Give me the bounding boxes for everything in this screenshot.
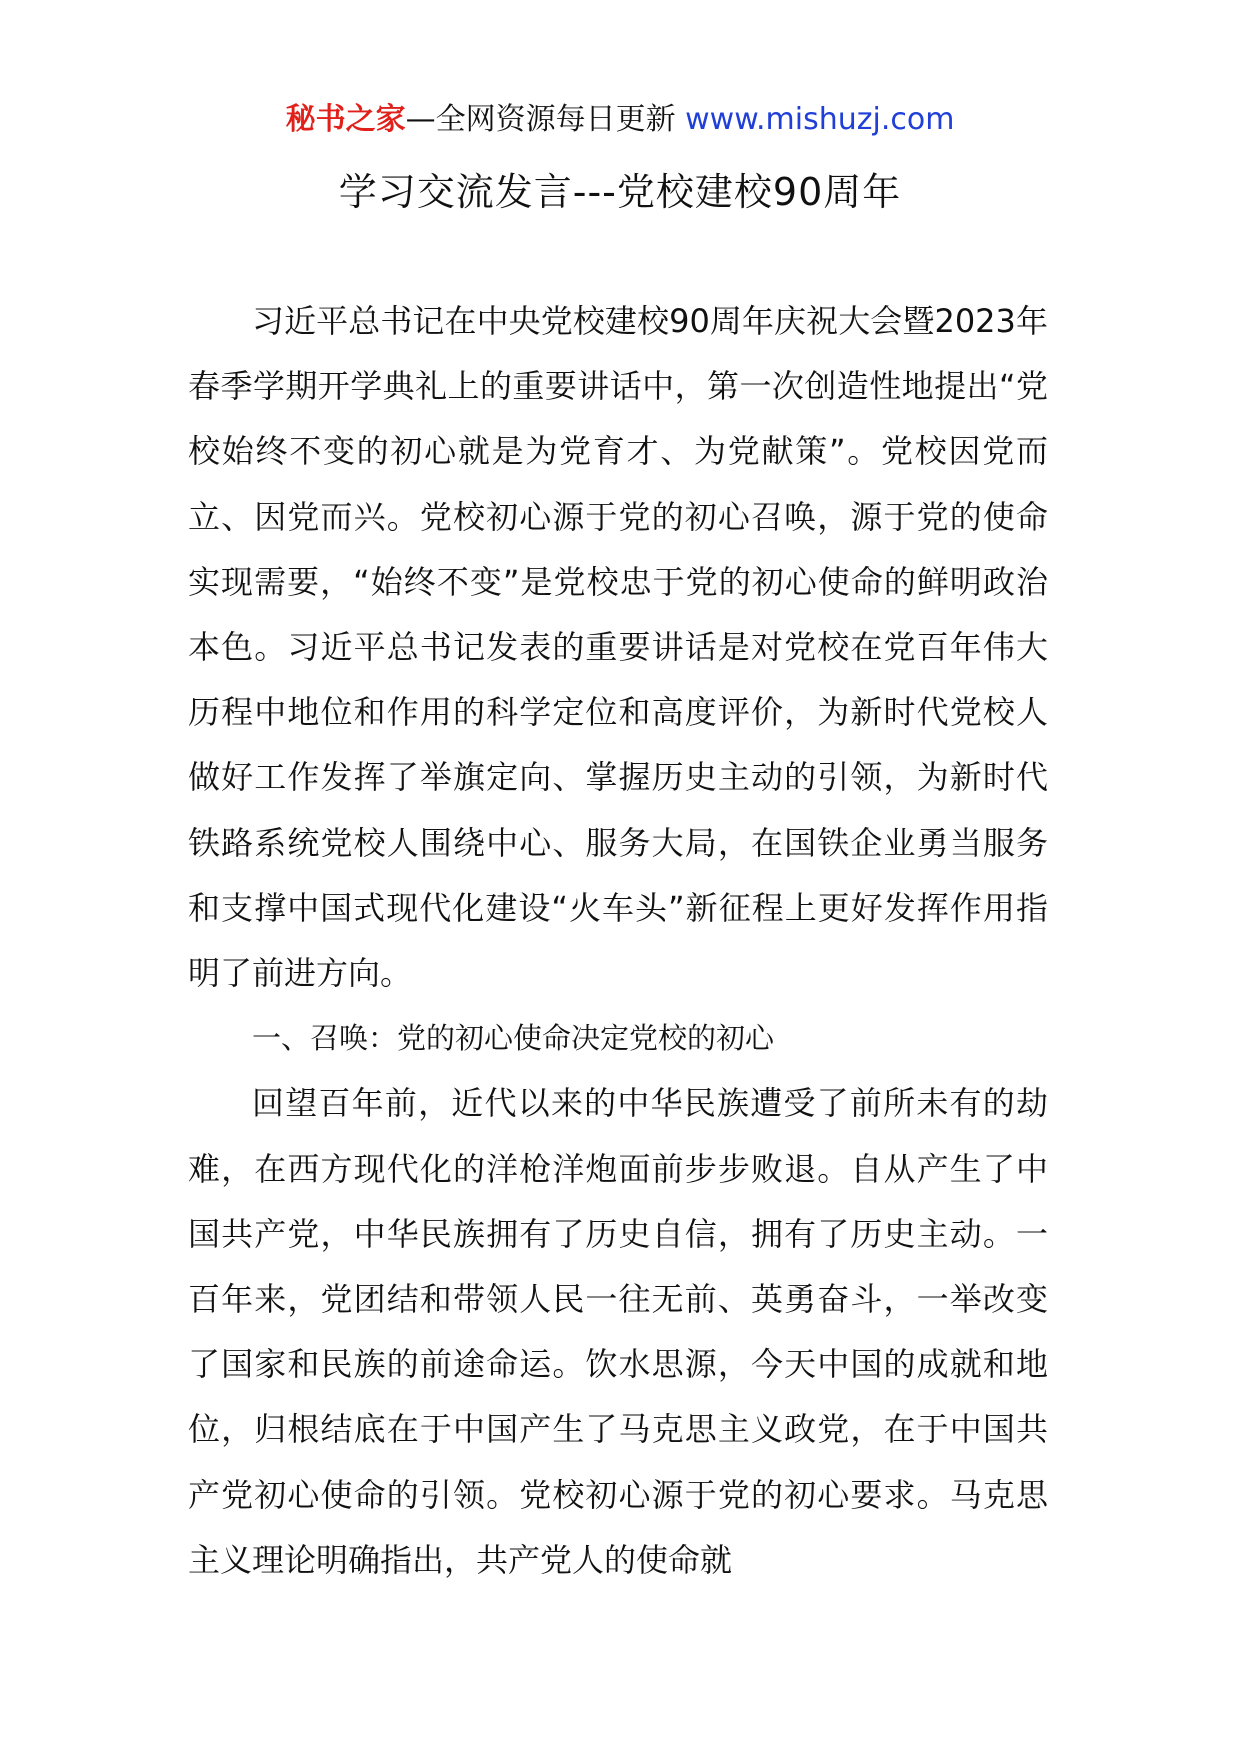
section-heading: 一、召唤：党的初心使命决定党校的初心 — [252, 1021, 775, 1056]
site-url-link[interactable]: www.mishuzj.com — [685, 102, 955, 137]
document-body — [188, 289, 1048, 1593]
header-tagline: —全网资源每日更新 — [405, 102, 676, 137]
brand-name: 秘书之家 — [285, 102, 406, 137]
document-title: 学习交流发言---党校建校90周年 — [338, 170, 902, 214]
body-paragraph: 习近平总书记在中央党校建校90周年庆祝大会暨2023年春季学期开学典礼上的重要讲话中，第一次创造性地提出“党校始终不变的初心就是为党育才、为党献策”。党校因党而立、因党而兴。党校初心源于党的初心召唤，源于党的使命实现需要，“始终不变”是党校忠于党的初心使命的鲜明政治本色。习近平总书记发表的重要讲话是对党校在党百年伟大历程中地位和作用的科学定位和高度评价，为新时代党校人做好工作发挥了举旗定向、掌握历史主动的引领，为新时代铁路系统党校人围绕中心、服务大局，在国铁企业勇当服务和支撑中国式现代化建设“火车头”新征程上更好发挥作用指明了前进方向。 — [188, 302, 1048, 993]
site-header — [0, 100, 1240, 140]
body-paragraph: 回望百年前，近代以来的中华民族遭受了前所未有的劫难，在西方现代化的洋枪洋炮面前步步败退。自从产生了中国共产党，中华民族拥有了历史自信，拥有了历史主动。一百年来，党团结和带领人民一往无前、英勇奋斗，一举改变了国家和民族的前途命运。饮水思源，今天中国的成就和地位，归根结底在于中国产生了马克思主义政党，在于中国共产党初心使命的引领。党校初心源于党的初心要求。马克思主义理论明确指出，共产党人的使命就 — [188, 1084, 1048, 1579]
